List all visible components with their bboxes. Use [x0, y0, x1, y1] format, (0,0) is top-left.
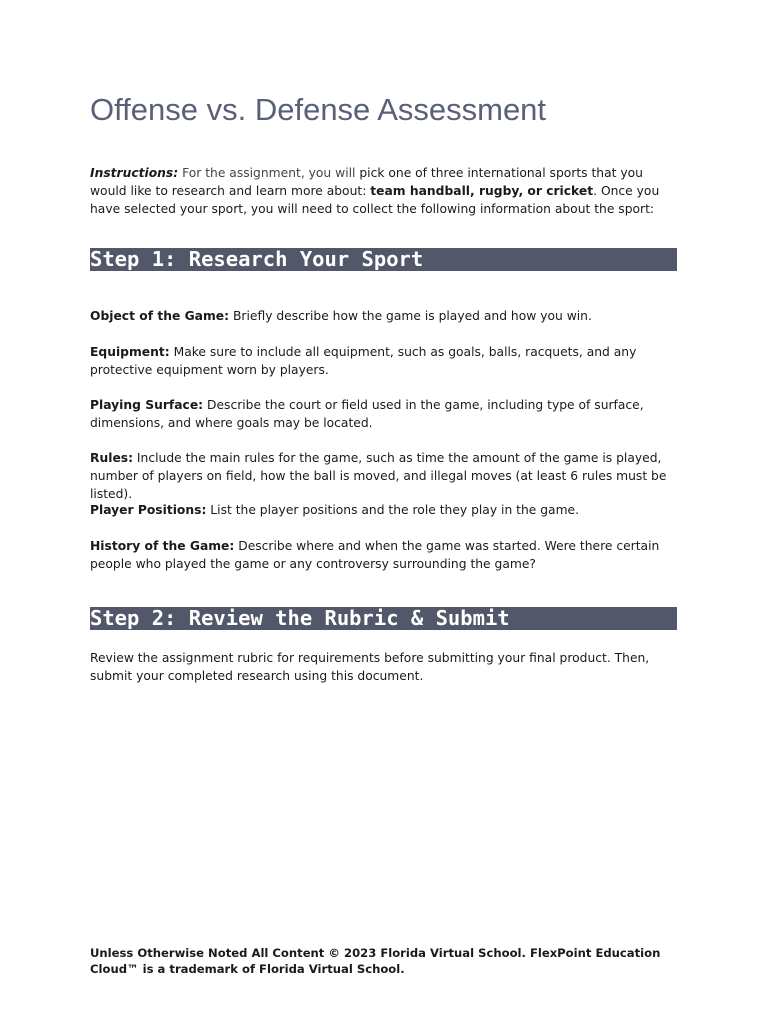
item-rules	[90, 449, 680, 503]
step1-heading: Step 1: Research Your Sport	[90, 248, 677, 271]
instructions-sports: team handball, rugby, or cricket	[370, 184, 594, 198]
page-title: Offense vs. Defense Assessment	[90, 92, 547, 127]
instructions-label: Instructions:	[90, 166, 179, 180]
copyright-footer: Unless Otherwise Noted All Content © 2023 Florida Virtual School. FlexPoint Education Cloud™ is a trademark of Florida Virtual School.	[90, 946, 661, 976]
item-text: Briefly describe how the game is played and how you win.	[229, 309, 592, 323]
instructions-paragraph	[90, 164, 680, 218]
item-text: Include the main rules for the game, such as time the amount of the game is played, number of players on field, how the ball is moved, and illegal moves (at least 6 rules must be listed).	[90, 451, 667, 501]
item-history	[90, 537, 680, 573]
instructions-text-2: pick one of three international sports that you would like to research and learn more about:	[90, 166, 643, 198]
step2-paragraph: Review the assignment rubric for requirements before submitting your final product. Then, submit your completed research using this document.	[90, 651, 650, 683]
item-label: Object of the Game:	[90, 309, 230, 323]
item-label: History of the Game:	[90, 539, 235, 553]
item-text: Describe where and when the game was started. Were there certain people who played the game or any controversy surrounding the game?	[90, 539, 660, 571]
item-object-of-game	[90, 307, 680, 325]
item-text: Describe the court or field used in the game, including type of surface, dimensions, and where goals may be located.	[90, 398, 644, 430]
instructions-text-3: . Once you have selected your sport, you will need to collect the following information about the sport:	[90, 184, 660, 216]
item-label: Player Positions:	[90, 503, 207, 517]
instructions-text-1: For the assignment, you will	[178, 166, 360, 180]
item-label: Equipment:	[90, 345, 170, 359]
item-label: Playing Surface:	[90, 398, 204, 412]
item-label: Rules:	[90, 451, 134, 465]
item-text: Make sure to include all equipment, such as goals, balls, racquets, and any protective equipment worn by players.	[90, 345, 637, 377]
item-player-positions	[90, 501, 680, 519]
item-playing-surface	[90, 396, 680, 432]
item-text: List the player positions and the role they play in the game.	[206, 503, 580, 517]
step2-heading: Step 2: Review the Rubric & Submit	[90, 607, 677, 630]
item-equipment	[90, 343, 680, 379]
